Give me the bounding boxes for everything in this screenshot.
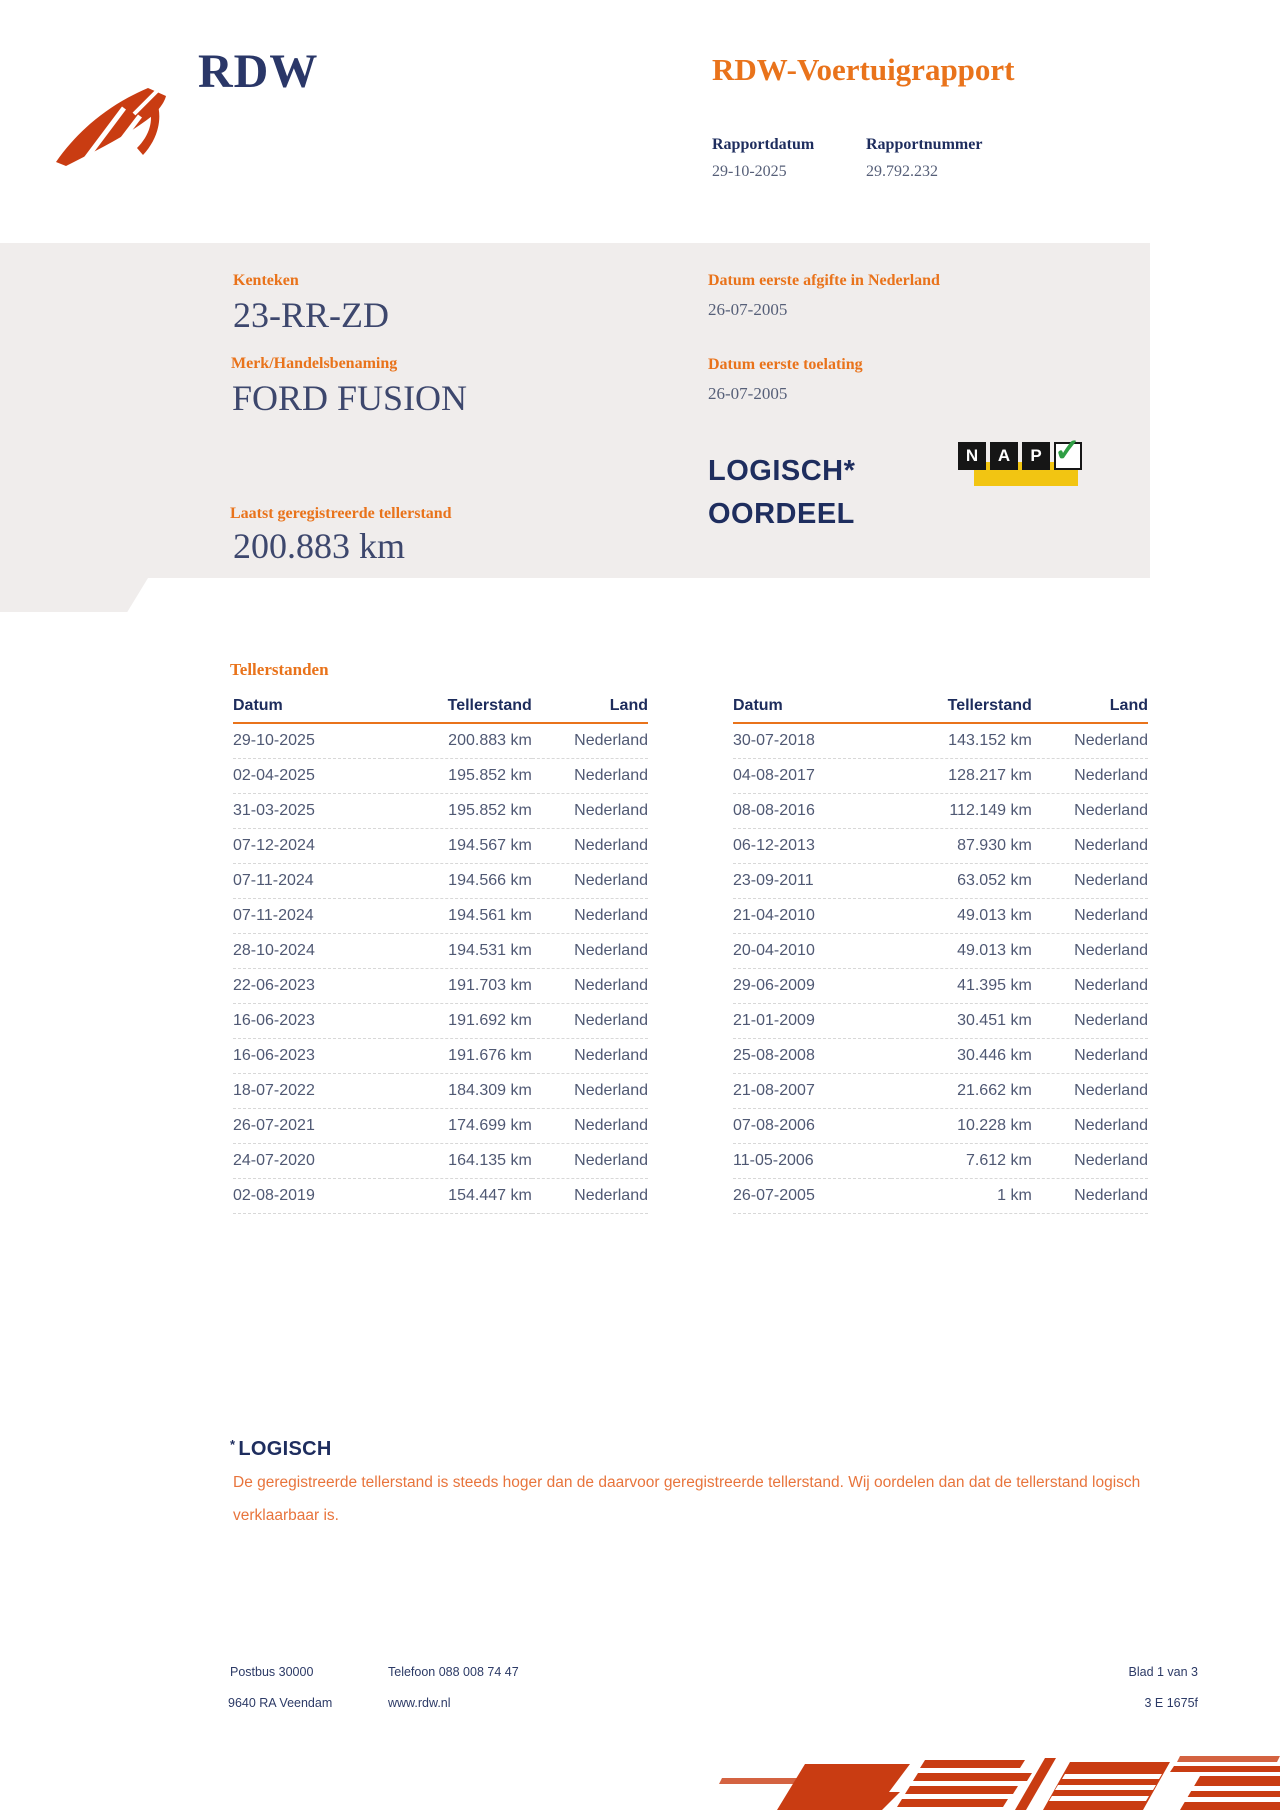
column-header-land: Land [1032, 690, 1148, 723]
website-link-text[interactable]: www.rdw.nl [388, 1696, 451, 1710]
cell-datum: 07-12-2024 [233, 829, 391, 864]
table-row [733, 934, 1148, 969]
cell-datum: 02-04-2025 [233, 759, 391, 794]
cell-datum: 29-06-2009 [733, 969, 891, 1004]
merk-value: FORD FUSION [232, 378, 468, 418]
cell-datum: 20-04-2010 [733, 934, 891, 969]
cell-tellerstand: 143.152 km [891, 723, 1032, 759]
cell-tellerstand: 10.228 km [891, 1109, 1032, 1144]
cell-datum: 22-06-2023 [233, 969, 391, 1004]
footer-phone: Telefoon 088 008 74 47 [388, 1665, 519, 1679]
cell-land: Nederland [1032, 1039, 1148, 1074]
table-row [233, 723, 648, 759]
cell-datum: 06-12-2013 [733, 829, 891, 864]
cell-tellerstand: 195.852 km [391, 759, 532, 794]
cell-tellerstand: 195.852 km [391, 794, 532, 829]
footer-address-line1: Postbus 30000 [230, 1665, 314, 1679]
cell-land: Nederland [532, 794, 648, 829]
cell-datum: 28-10-2024 [233, 934, 391, 969]
table-row [733, 864, 1148, 899]
cell-land: Nederland [1032, 1109, 1148, 1144]
toelating-value: 26-07-2005 [708, 384, 788, 403]
table-row [733, 1039, 1148, 1074]
table-row [733, 1109, 1148, 1144]
logisch-explanation-heading [230, 1437, 332, 1461]
table-row [233, 1074, 648, 1109]
tellerstanden-table-right [733, 690, 1148, 1214]
cell-land: Nederland [1032, 723, 1148, 759]
cell-datum: 08-08-2016 [733, 794, 891, 829]
cell-datum: 23-09-2011 [733, 864, 891, 899]
nap-letter-p: P [1022, 442, 1050, 470]
nap-logo [958, 432, 1088, 490]
tellerstand-label: Laatst geregistreerde tellerstand [230, 505, 452, 522]
cell-tellerstand: 154.447 km [391, 1179, 532, 1214]
column-header-datum: Datum [233, 690, 391, 723]
report-date-group [712, 136, 814, 181]
cell-datum: 16-06-2023 [233, 1004, 391, 1039]
table-row [733, 794, 1148, 829]
cell-tellerstand: 128.217 km [891, 759, 1032, 794]
cell-land: Nederland [1032, 829, 1148, 864]
kenteken-value: 23-RR-ZD [233, 295, 389, 335]
table-row [733, 899, 1148, 934]
cell-tellerstand: 7.612 km [891, 1144, 1032, 1179]
cell-datum: 07-11-2024 [233, 864, 391, 899]
cell-land: Nederland [1032, 1144, 1148, 1179]
cell-land: Nederland [1032, 934, 1148, 969]
table-row [733, 759, 1148, 794]
cell-tellerstand: 30.446 km [891, 1039, 1032, 1074]
logisch-explanation-body: De geregistreerde tellerstand is steeds hoger dan de daarvoor geregistreerde tellerstand. Wij oordelen dan dat de tellerstand logisch verklaarbaar is. [233, 1474, 1141, 1524]
cell-datum: 07-11-2024 [233, 899, 391, 934]
table-header-row [233, 690, 648, 723]
cell-tellerstand: 194.561 km [391, 899, 532, 934]
cell-tellerstand: 21.662 km [891, 1074, 1032, 1109]
cell-tellerstand: 49.013 km [891, 934, 1032, 969]
column-header-tellerstand: Tellerstand [391, 690, 532, 723]
summary-panel [0, 243, 1150, 578]
cell-datum: 07-08-2006 [733, 1109, 891, 1144]
cell-land: Nederland [532, 969, 648, 1004]
cell-datum: 21-08-2007 [733, 1074, 891, 1109]
cell-tellerstand: 194.531 km [391, 934, 532, 969]
cell-land: Nederland [532, 829, 648, 864]
table-row [733, 1179, 1148, 1214]
table-row [733, 829, 1148, 864]
cell-tellerstand: 174.699 km [391, 1109, 532, 1144]
logisch-heading-text: LOGISCH [238, 1438, 332, 1460]
cell-datum: 25-08-2008 [733, 1039, 891, 1074]
toelating-label: Datum eerste toelating [708, 356, 863, 373]
table-header-row [733, 690, 1148, 723]
cell-land: Nederland [1032, 969, 1148, 1004]
table-row [233, 1109, 648, 1144]
kenteken-label: Kenteken [233, 272, 299, 289]
table-row [233, 934, 648, 969]
oordeel-line1: LOGISCH* [708, 455, 856, 487]
cell-tellerstand: 200.883 km [391, 723, 532, 759]
report-number-group [866, 136, 982, 181]
cell-land: Nederland [532, 759, 648, 794]
rdw-wing-logo-icon [52, 70, 174, 170]
cell-tellerstand: 30.451 km [891, 1004, 1032, 1039]
cell-land: Nederland [1032, 1179, 1148, 1214]
table-row [233, 864, 648, 899]
footnote-asterisk: * [230, 1437, 236, 1452]
cell-land: Nederland [532, 1074, 648, 1109]
report-number-label: Rapportnummer [866, 136, 983, 153]
cell-land: Nederland [1032, 1074, 1148, 1109]
report-date-label: Rapportdatum [712, 136, 815, 153]
footer-page-indicator: Blad 1 van 3 [1128, 1665, 1198, 1679]
cell-tellerstand: 191.676 km [391, 1039, 532, 1074]
cell-tellerstand: 191.692 km [391, 1004, 532, 1039]
report-number-value: 29.792.232 [866, 163, 938, 180]
cell-tellerstand: 164.135 km [391, 1144, 532, 1179]
cell-land: Nederland [532, 1039, 648, 1074]
table-row [233, 794, 648, 829]
cell-datum: 26-07-2021 [233, 1109, 391, 1144]
table-row [233, 969, 648, 1004]
footer-form-code: 3 E 1675f [1144, 1696, 1198, 1710]
table-row [233, 1144, 648, 1179]
bottom-stripes-graphic [700, 1752, 1280, 1810]
cell-datum: 30-07-2018 [733, 723, 891, 759]
footer-website-link[interactable] [388, 1696, 451, 1710]
afgifte-value: 26-07-2005 [708, 300, 788, 319]
page-title: RDW-Voertuigrapport [712, 52, 1015, 87]
tellerstand-value: 200.883 km [233, 526, 406, 566]
oordeel-verdict [708, 450, 855, 536]
cell-tellerstand: 184.309 km [391, 1074, 532, 1109]
table-row [733, 1004, 1148, 1039]
cell-datum: 11-05-2006 [733, 1144, 891, 1179]
nap-letter-n: N [958, 442, 986, 470]
cell-land: Nederland [532, 1179, 648, 1214]
brand-wordmark: RDW [198, 45, 319, 98]
merk-label: Merk/Handelsbenaming [231, 355, 398, 372]
column-header-tellerstand: Tellerstand [891, 690, 1032, 723]
table-row [733, 1074, 1148, 1109]
cell-datum: 24-07-2020 [233, 1144, 391, 1179]
cell-tellerstand: 194.566 km [391, 864, 532, 899]
table-row [233, 899, 648, 934]
cell-datum: 29-10-2025 [233, 723, 391, 759]
tellerstanden-heading: Tellerstanden [230, 660, 329, 679]
cell-land: Nederland [532, 864, 648, 899]
column-header-land: Land [532, 690, 648, 723]
cell-datum: 21-04-2010 [733, 899, 891, 934]
cell-land: Nederland [532, 723, 648, 759]
column-header-datum: Datum [733, 690, 891, 723]
table-row [733, 969, 1148, 1004]
cell-tellerstand: 87.930 km [891, 829, 1032, 864]
cell-datum: 16-06-2023 [233, 1039, 391, 1074]
table-row [733, 1144, 1148, 1179]
footer-address-line2: 9640 RA Veendam [228, 1696, 333, 1710]
cell-land: Nederland [532, 899, 648, 934]
table-row [233, 829, 648, 864]
nap-check-box [1054, 432, 1082, 470]
table-row [233, 1179, 648, 1214]
table-row [733, 723, 1148, 759]
cell-land: Nederland [1032, 864, 1148, 899]
cell-tellerstand: 63.052 km [891, 864, 1032, 899]
cell-tellerstand: 41.395 km [891, 969, 1032, 1004]
cell-datum: 18-07-2022 [233, 1074, 391, 1109]
cell-datum: 26-07-2005 [733, 1179, 891, 1214]
nap-checkmark-icon: ✓ [1054, 432, 1081, 468]
afgifte-label: Datum eerste afgifte in Nederland [708, 272, 940, 289]
cell-land: Nederland [532, 1109, 648, 1144]
summary-panel-tab [0, 578, 148, 612]
cell-tellerstand: 1 km [891, 1179, 1032, 1214]
cell-land: Nederland [1032, 759, 1148, 794]
cell-datum: 31-03-2025 [233, 794, 391, 829]
cell-land: Nederland [1032, 794, 1148, 829]
cell-tellerstand: 49.013 km [891, 899, 1032, 934]
cell-land: Nederland [1032, 1004, 1148, 1039]
cell-tellerstand: 194.567 km [391, 829, 532, 864]
cell-land: Nederland [532, 1144, 648, 1179]
cell-datum: 21-01-2009 [733, 1004, 891, 1039]
table-row [233, 759, 648, 794]
table-row [233, 1039, 648, 1074]
cell-land: Nederland [532, 1004, 648, 1039]
report-date-value: 29-10-2025 [712, 163, 787, 180]
cell-datum: 04-08-2017 [733, 759, 891, 794]
nap-letter-a: A [990, 442, 1018, 470]
tellerstanden-table-left [233, 690, 648, 1214]
table-row [233, 1004, 648, 1039]
cell-datum: 02-08-2019 [233, 1179, 391, 1214]
oordeel-line2: OORDEEL [708, 498, 855, 530]
cell-tellerstand: 112.149 km [891, 794, 1032, 829]
cell-land: Nederland [532, 934, 648, 969]
cell-tellerstand: 191.703 km [391, 969, 532, 1004]
cell-land: Nederland [1032, 899, 1148, 934]
